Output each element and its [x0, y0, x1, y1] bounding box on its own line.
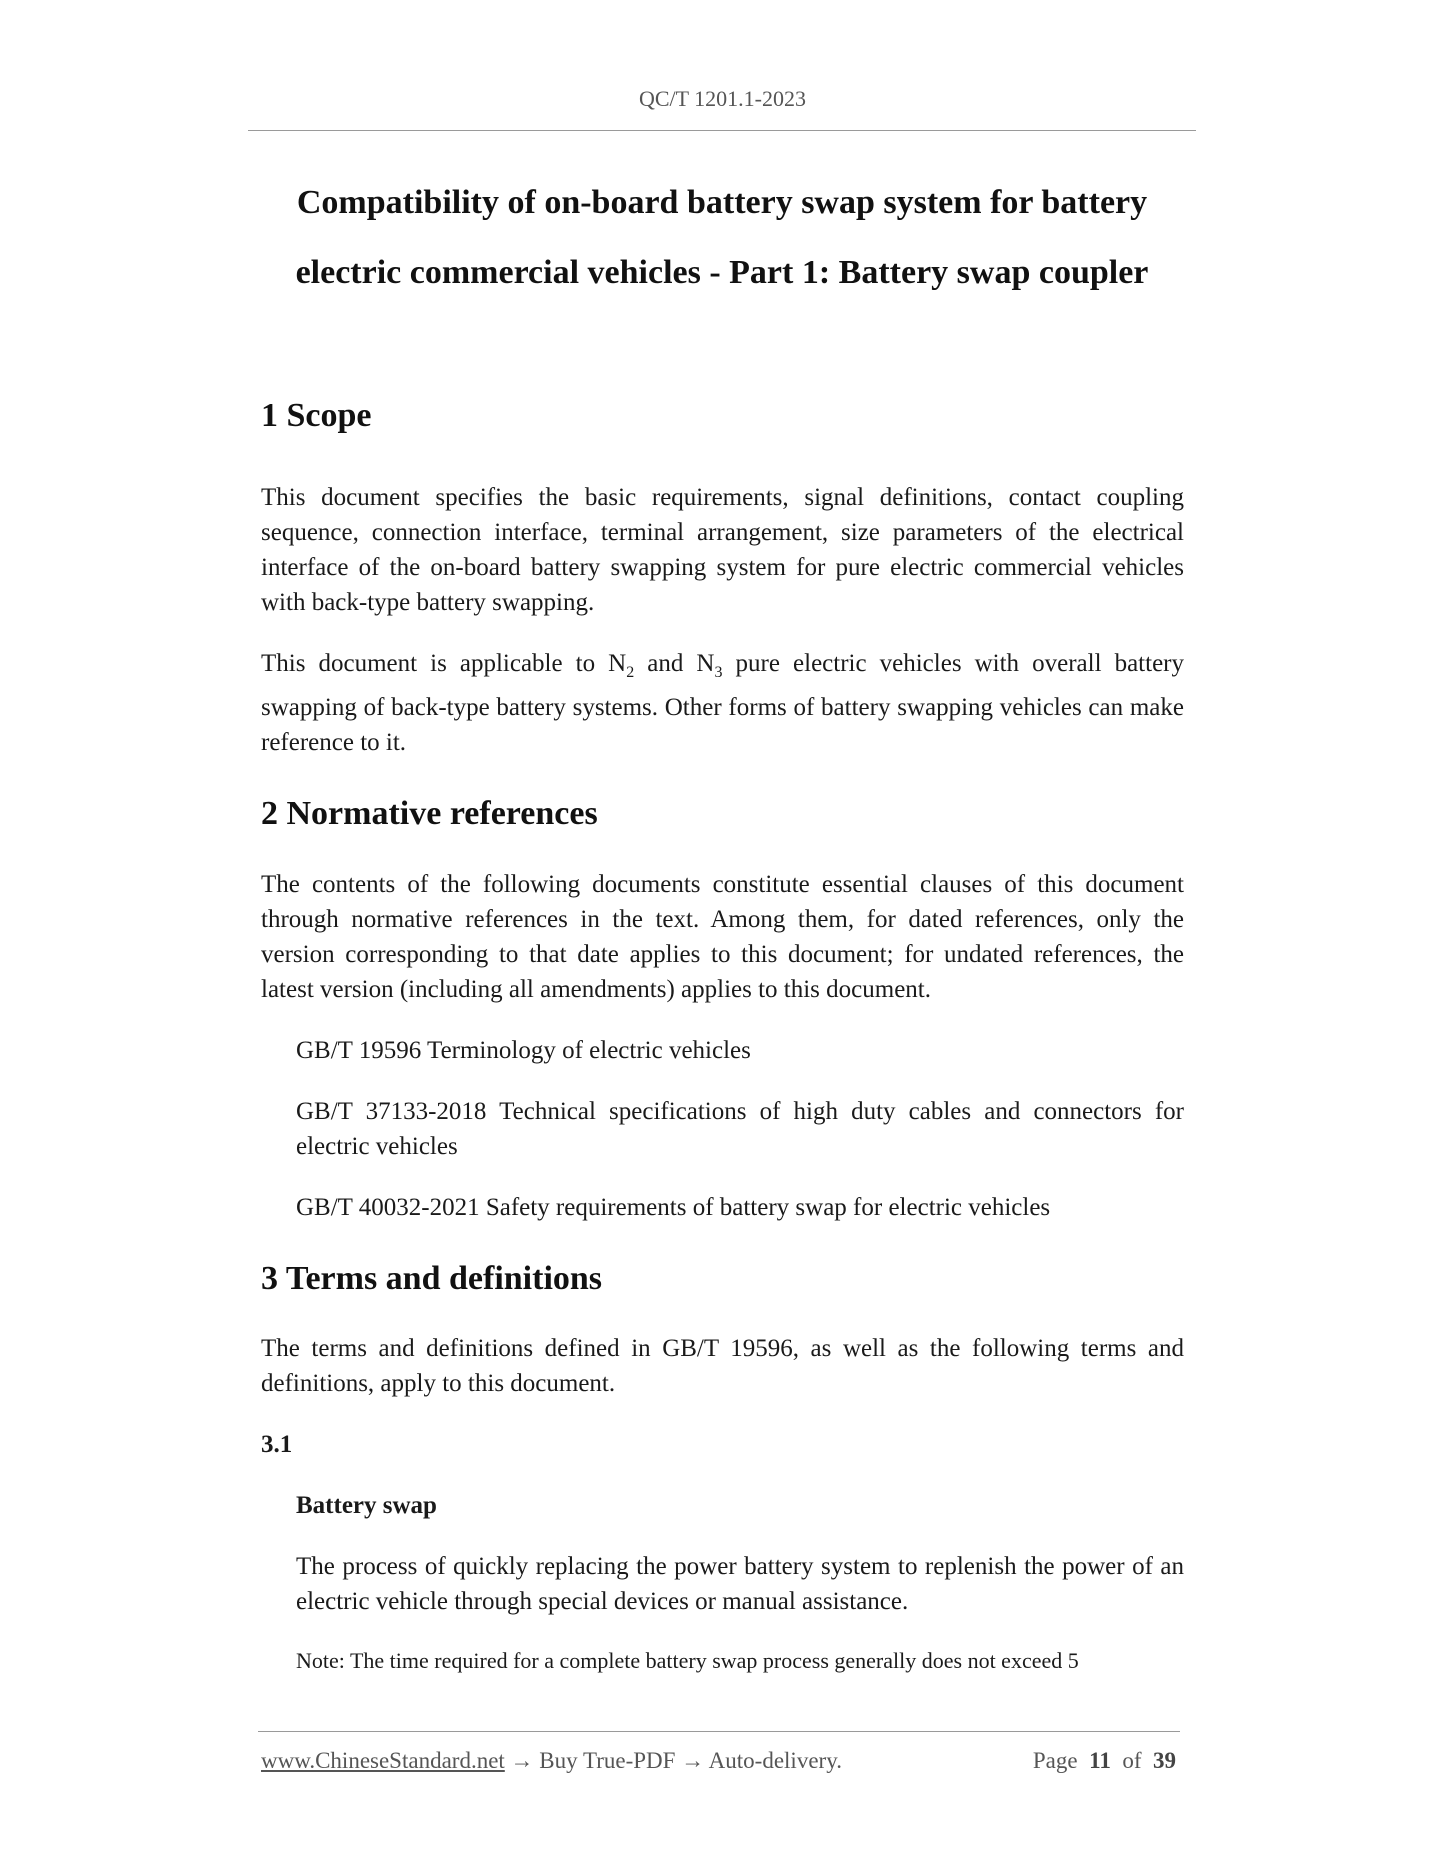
scope-paragraph-2-part-a: This document is applicable to N — [261, 649, 627, 677]
section-1-heading: 1 Scope — [261, 397, 372, 434]
scope-paragraph-2-part-b: and N — [634, 649, 715, 677]
scope-paragraph-1: This document specifies the basic requirements, signal definitions, contact coupling sequence, connection interface, terminal arrangement, size parameters of the electrical interface of the on-board battery swapping system for pure electric commercial vehicles with back-type battery swapping. — [261, 483, 1184, 616]
header-doc-code: QC/T 1201.1-2023 — [638, 86, 807, 111]
page-current: 11 — [1089, 1748, 1111, 1773]
terms-intro: The terms and definitions defined in GB/T 19596, as well as the following terms and definitions, apply to this document. — [261, 1335, 1184, 1398]
clause-number: 3.1 — [261, 1431, 293, 1459]
reference-item: GB/T 37133-2018 Technical specifications of high duty cables and connectors for electric vehicles — [296, 1097, 1184, 1160]
title-line-1: Compatibility of on-board battery swap system for battery — [296, 184, 1148, 221]
page-label: Page — [1032, 1748, 1078, 1773]
term-note: Note: The time required for a complete battery swap process generally does not exceed 5 — [296, 1648, 1079, 1674]
arrow-icon: → — [510, 1748, 534, 1773]
term-definition: The process of quickly replacing the power battery system to replenish the power of an electric vehicle through special devices or manual assistance. — [296, 1553, 1184, 1616]
site-link[interactable]: www.ChineseStandard.net — [261, 1748, 505, 1773]
footer-promo — [261, 1748, 842, 1774]
page-total: 39 — [1153, 1748, 1176, 1773]
scope-paragraph-2-part-c: pure electric vehicles with overall battery swapping of back-type battery systems. Other forms of battery swapping vehicles can make reference to it. — [261, 649, 1184, 756]
reference-item: GB/T 19596 Terminology of electric vehicles — [296, 1036, 751, 1064]
buy-pdf-text: Buy True-PDF — [539, 1748, 676, 1773]
reference-item: GB/T 40032-2021 Safety requirements of battery swap for electric vehicles — [296, 1193, 1051, 1221]
auto-delivery-text: Auto-delivery. — [708, 1748, 842, 1773]
subscript-3: 3 — [714, 663, 723, 681]
document-body — [261, 396, 1184, 1678]
page-number — [1033, 1748, 1176, 1774]
references-intro: The contents of the following documents constitute essential clauses of this document through normative references in the text. Among them, for dated references, only the version corresponding to that date applies to this document; for undated references, the latest version (including all amendments) applies to this document. — [261, 870, 1184, 1003]
title-line-2: electric commercial vehicles - Part 1: Battery swap coupler — [295, 254, 1149, 291]
section-3-heading: 3 Terms and definitions — [261, 1259, 603, 1297]
subscript-2: 2 — [626, 663, 635, 681]
document-title — [248, 168, 1196, 308]
scope-paragraph-2 — [261, 646, 1184, 760]
term-title: Battery swap — [296, 1492, 437, 1520]
of-label: of — [1122, 1748, 1142, 1773]
arrow-icon: → — [681, 1748, 705, 1773]
section-2-heading: 2 Normative references — [261, 794, 598, 832]
footer-divider — [258, 1731, 1180, 1732]
header-divider — [248, 130, 1196, 131]
